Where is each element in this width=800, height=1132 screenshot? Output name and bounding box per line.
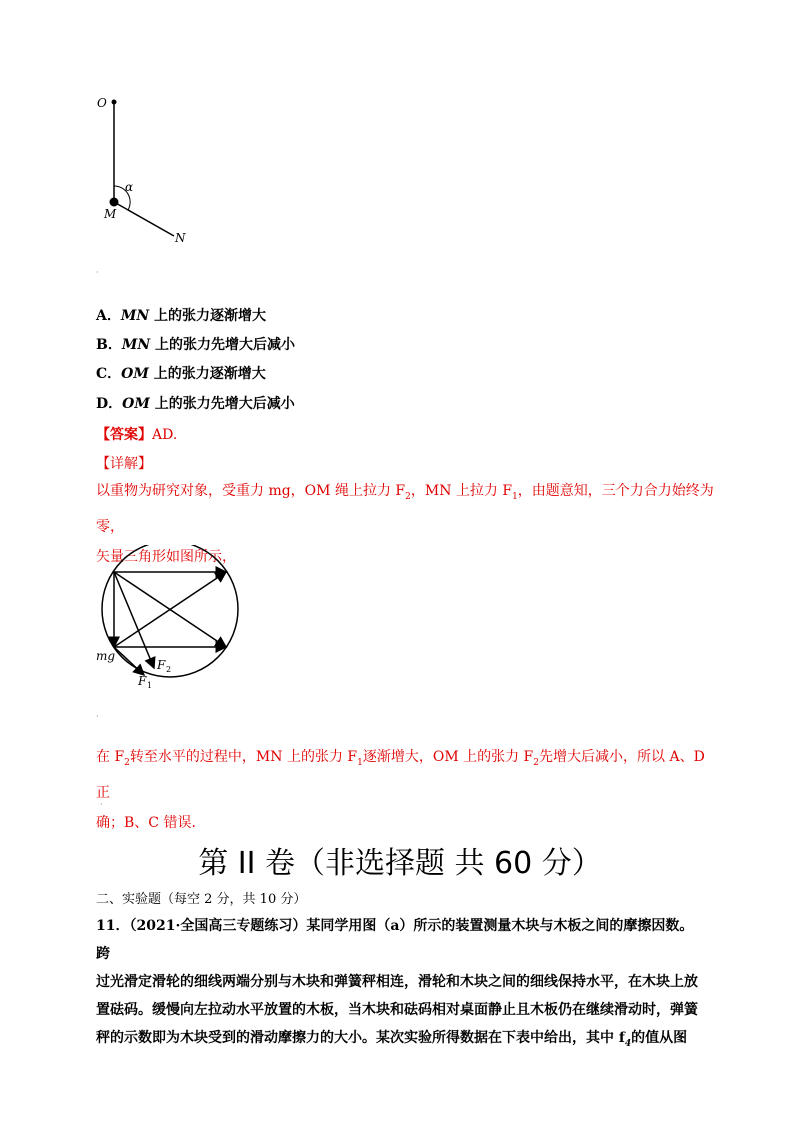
paragraph-mark: ·	[100, 800, 103, 809]
label-alpha: α	[125, 180, 134, 194]
option-d: D．OM 上的张力先增大后减小	[96, 396, 295, 412]
point-m	[110, 198, 119, 207]
vector-f1	[114, 647, 144, 675]
rope-mn	[114, 202, 174, 236]
label-o: O	[97, 96, 107, 110]
answer-line: 【答案】AD.	[96, 427, 178, 443]
label-f1-sub: 1	[147, 681, 153, 690]
detail-label: 【详解】	[96, 456, 152, 472]
label-mg: mg	[96, 649, 116, 663]
section-title: 第 II 卷（非选择题 共 60 分）	[198, 846, 602, 881]
option-b: B．MN 上的张力先增大后减小	[96, 337, 296, 353]
paragraph-mark: ·	[96, 268, 99, 277]
label-f1: F	[138, 674, 147, 688]
point-o	[112, 100, 117, 105]
circle	[102, 545, 238, 677]
explanation-paragraph-1: 以重物为研究对象，受重力 mg，OM 绳上拉力 $F_2$，MN 上拉力 $F_1$，由题意知，三个力合力始终为零， 矢量三角形如图所示，	[96, 483, 714, 565]
section-heading: 二、实验题（每空 2 分，共 10 分）	[96, 892, 307, 907]
label-m: M	[104, 207, 117, 221]
rope-diagram	[90, 90, 210, 250]
label-f2: F	[157, 658, 166, 672]
option-a: A．MN 上的张力逐渐增大	[96, 308, 267, 324]
question-11: 11．（2021·全国高三专题练习）某同学用图（a）所示的装置测量木块与木板之间的摩擦因数。跨 过光滑定滑轮的细线两端分别与木块和弹簧秤相连，滑轮和木块之间的细线保持水平，在木块上放 置砝码。缓慢向左拉动水平放置的木板，当木块和砝码相对桌面静止且木板仍在继续滑动时，弹簧 秤的示数即为木块受到的滑动摩擦力的大小。某次实验所得数据在下表中给出，其中 $f_4$的值从图	[96, 918, 698, 1049]
paragraph-mark: ·	[96, 712, 99, 721]
vector-triangle-diagram	[92, 545, 252, 695]
option-c: C．OM 上的张力逐渐增大	[96, 366, 266, 382]
label-n: N	[175, 231, 186, 245]
explanation-paragraph-2: 在 $F_2$转至水平的过程中，MN 上的张力 $F_1$逐渐增大，OM 上的张力 $F_2$先增大后减小，所以 A、D 正 确；B、C 错误．	[96, 749, 705, 831]
label-f2-sub: 2	[166, 665, 172, 674]
